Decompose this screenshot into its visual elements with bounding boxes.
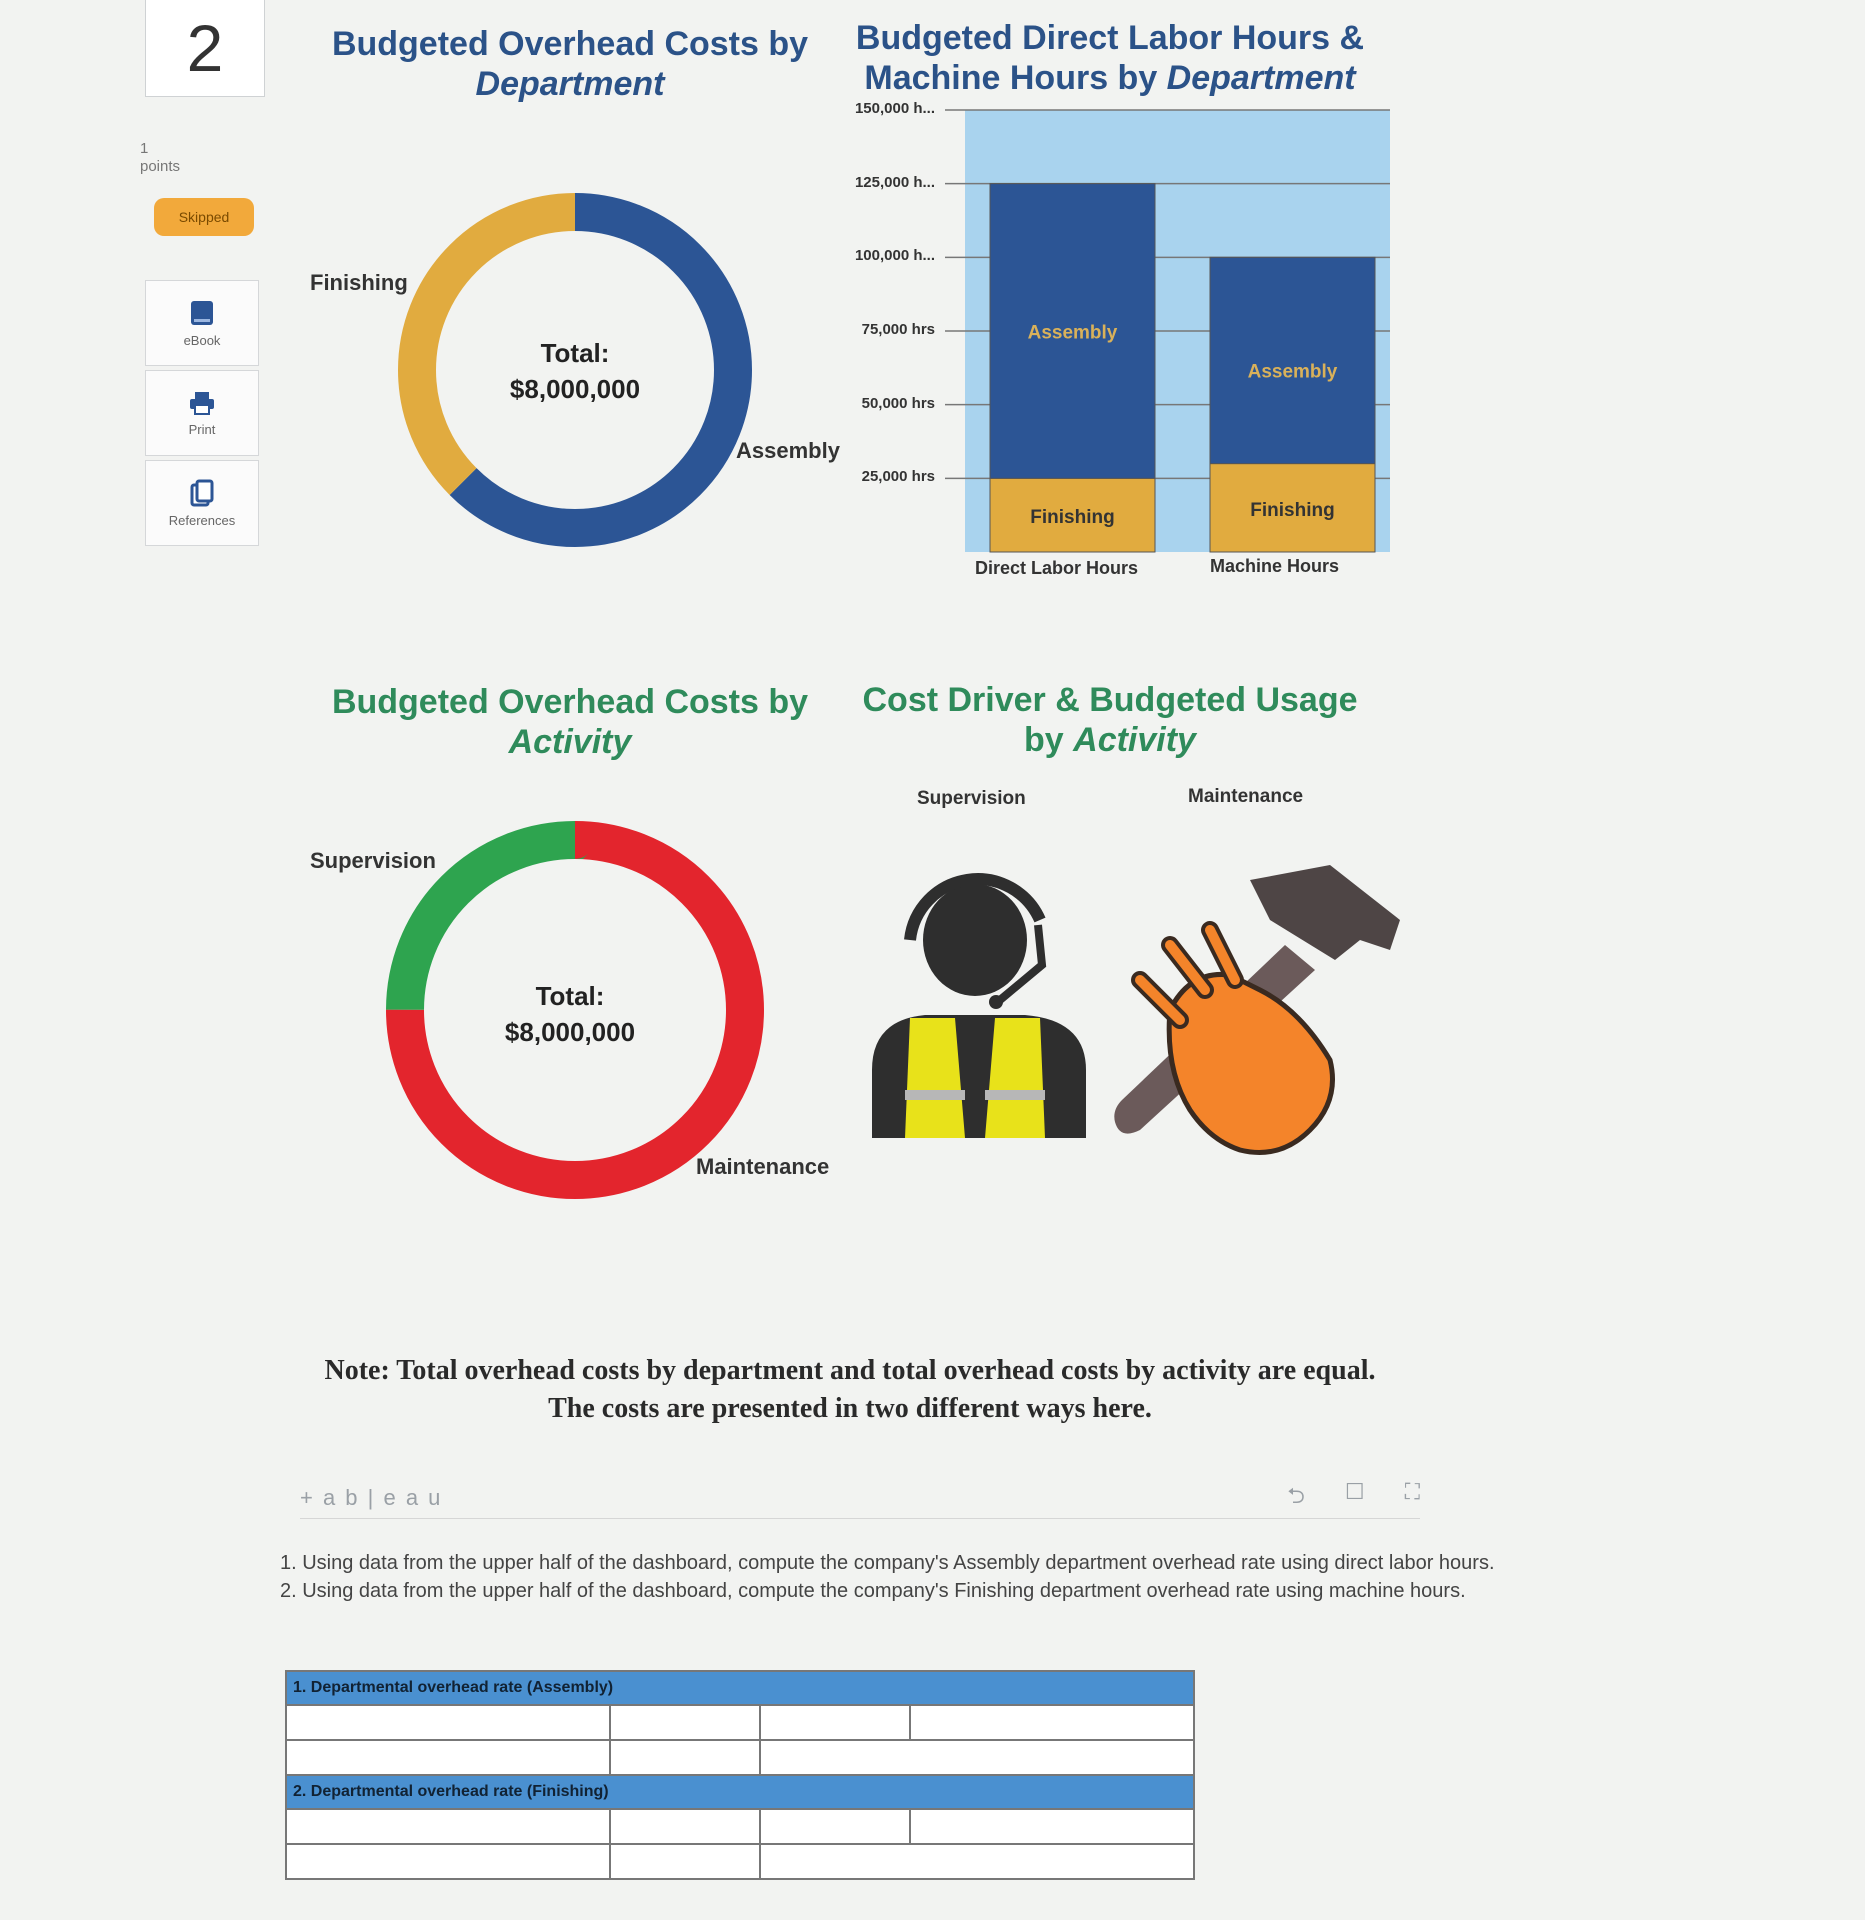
labor-machine-title: Budgeted Direct Labor Hours & Machine Hours by Department bbox=[855, 19, 1365, 97]
ebook-label: eBook bbox=[183, 332, 221, 348]
finishing-numerator-input[interactable] bbox=[293, 1812, 607, 1842]
assembly-divisor-value-input[interactable] bbox=[617, 1743, 757, 1773]
answer-table bbox=[285, 1670, 1195, 1880]
dept-donut-center: Total: $8,000,000 bbox=[509, 338, 641, 404]
share-icon[interactable]: ⮌ bbox=[1287, 1483, 1305, 1508]
y-tick-label: 150,000 h... bbox=[854, 100, 935, 117]
y-tick-label: 25,000 hrs bbox=[861, 468, 935, 486]
instruction-2: 2. Using data from the upper half of the dashboard, compute the company's Finishing department overhead rate using machine hours. bbox=[280, 1580, 1466, 1602]
hammer-hand-icon bbox=[1110, 860, 1410, 1170]
supervision-label: Supervision bbox=[917, 788, 1026, 809]
donut-label-maintenance: Maintenance bbox=[696, 1154, 830, 1179]
document-icon bbox=[190, 479, 214, 507]
donut-label-assembly: Assembly bbox=[736, 438, 840, 463]
y-tick-label: 50,000 hrs bbox=[861, 394, 935, 412]
bar-label-assembly: Assembly bbox=[1247, 361, 1338, 383]
book-icon bbox=[189, 299, 215, 327]
finishing-divisor-value-input[interactable] bbox=[617, 1847, 757, 1877]
finishing-rate-input[interactable] bbox=[917, 1812, 1191, 1842]
section-header-finishing: 2. Departmental overhead rate (Finishing) bbox=[286, 1775, 1194, 1809]
assembly-divisor-input[interactable] bbox=[617, 1708, 757, 1738]
x-category-direct-labor: Direct Labor Hours bbox=[975, 558, 1139, 578]
tableau-toolbar bbox=[300, 1478, 1420, 1519]
cost-driver-title: Cost Driver & Budgeted Usage by Activity bbox=[862, 681, 1358, 759]
dept-overhead-title: Budgeted Overhead Costs by Department bbox=[331, 25, 809, 103]
bar-label-finishing: Finishing bbox=[1030, 507, 1115, 529]
assembly-rate-input[interactable] bbox=[917, 1708, 1191, 1738]
y-tick-label: 75,000 hrs bbox=[861, 321, 935, 338]
ebook-button[interactable] bbox=[145, 280, 259, 366]
dashboard-note: Note: Total overhead costs by department and total overhead costs by activity are equal. The costs are presented in two different ways here. bbox=[324, 1355, 1376, 1424]
activity-donut-center: Total: $8,000,000 bbox=[504, 981, 636, 1047]
fullscreen-icon[interactable]: ⛶ bbox=[1404, 1479, 1420, 1504]
finishing-numerator-value-input[interactable] bbox=[293, 1847, 607, 1877]
tableau-logo: + a b | e a u bbox=[300, 1485, 443, 1510]
y-tick-label: 125,000 h... bbox=[854, 173, 935, 191]
donut-label-supervision: Supervision bbox=[310, 848, 436, 873]
question-instructions bbox=[280, 1550, 1680, 1606]
donut-label-finishing: Finishing bbox=[310, 270, 408, 295]
finishing-divisor-input[interactable] bbox=[617, 1812, 757, 1842]
bar-label-finishing: Finishing bbox=[1250, 499, 1335, 521]
bar-label-assembly: Assembly bbox=[1027, 322, 1118, 344]
maintenance-label: Maintenance bbox=[1188, 786, 1304, 807]
points-label: 1 points bbox=[140, 140, 181, 175]
print-label: Print bbox=[188, 421, 216, 437]
supervisor-icon bbox=[870, 870, 1090, 1140]
assembly-numerator-input[interactable] bbox=[293, 1708, 607, 1738]
comment-icon[interactable]: ☐ bbox=[1344, 1479, 1365, 1504]
activity-overhead-title: Budgeted Overhead Costs by Activity bbox=[331, 683, 809, 761]
references-button[interactable] bbox=[145, 460, 259, 546]
section-header-assembly: 1. Departmental overhead rate (Assembly) bbox=[286, 1671, 1194, 1705]
status-badge: Skipped bbox=[154, 198, 254, 236]
instruction-1: 1. Using data from the upper half of the dashboard, compute the company's Assembly department overhead rate using direct labor hours. bbox=[280, 1552, 1495, 1574]
x-category-machine: Machine Hours bbox=[1210, 556, 1340, 576]
question-number: 2 bbox=[145, 0, 265, 97]
print-button[interactable] bbox=[145, 370, 259, 456]
y-tick-label: 100,000 h... bbox=[854, 247, 935, 265]
references-label: References bbox=[168, 512, 236, 528]
assembly-numerator-value-input[interactable] bbox=[293, 1743, 607, 1773]
printer-icon bbox=[188, 390, 216, 416]
